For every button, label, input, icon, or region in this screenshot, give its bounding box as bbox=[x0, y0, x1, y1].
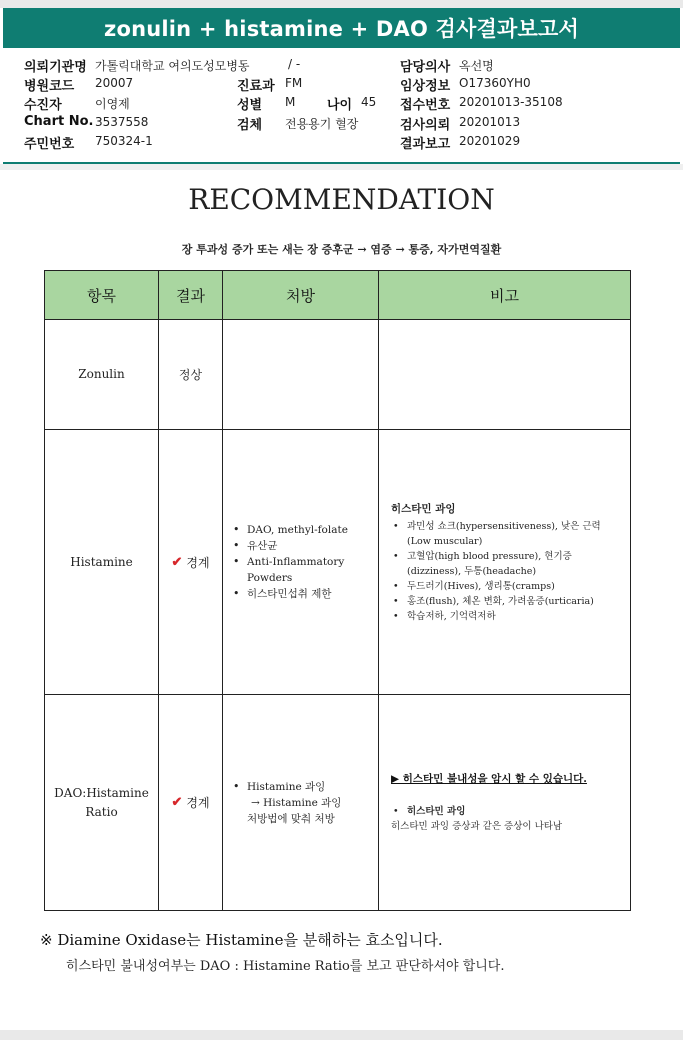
column-divider bbox=[158, 271, 159, 910]
rx-dao-line2: → Histamine 과잉 bbox=[251, 796, 342, 809]
footnote-enzyme: ※ Diamine Oxidase는 Histamine을 분해하는 효소입니다. bbox=[40, 931, 443, 949]
checkmark-icon: ✔ bbox=[171, 554, 183, 570]
table-row-histamine bbox=[45, 430, 630, 695]
prescription-list bbox=[231, 779, 341, 827]
rx-dao-line3: 처방법에 맞춰 처방 bbox=[247, 812, 335, 825]
id-number-value: 750324-1 bbox=[95, 134, 153, 148]
result-histamine bbox=[159, 430, 222, 694]
patient-info-section bbox=[0, 48, 683, 163]
dao-note-heading: • 히스타민 과잉 bbox=[407, 804, 622, 819]
age-label: 나이 bbox=[327, 98, 353, 113]
dao-note-list bbox=[391, 804, 622, 819]
recommendation-title: RECOMMENDATION bbox=[188, 183, 495, 216]
report-date-value: 20201029 bbox=[459, 134, 521, 148]
symptom-item: • 고혈압(high blood pressure), 현기증(dizziness), 두통(headache) bbox=[407, 549, 622, 579]
footnote-ratio: 히스타민 불내성여부는 DAO : Histamine Ratio를 보고 판단하셔야 합니다. bbox=[66, 959, 505, 974]
item-dao-ratio bbox=[45, 695, 158, 910]
specimen-label: 검체 bbox=[237, 118, 263, 133]
request-date-label: 검사의뢰 bbox=[400, 118, 451, 133]
intolerance-warning: ▶ 히스타민 불내성을 암시 할 수 있습니다. bbox=[391, 773, 587, 785]
item-dao-ratio-line1: DAO:Histamine bbox=[54, 785, 149, 800]
recipient-value: 이영제 bbox=[95, 97, 130, 111]
prescription-item: • 유산균 bbox=[247, 538, 376, 554]
receipt-no-label: 접수번호 bbox=[400, 98, 451, 113]
bottom-margin-strip bbox=[0, 1030, 683, 1040]
checkmark-icon: ✔ bbox=[171, 795, 183, 810]
item-histamine: Histamine bbox=[70, 554, 133, 569]
header-item: 항목 bbox=[87, 286, 116, 305]
report-title: zonulin + histamine + DAO 검사결과보고서 bbox=[104, 17, 579, 41]
report-date-label: 결과보고 bbox=[400, 137, 451, 152]
section-divider-shade bbox=[0, 164, 683, 170]
sex-label: 성별 bbox=[237, 98, 263, 113]
prescription-histamine bbox=[231, 430, 376, 694]
prescription-item: • DAO, methyl-folate bbox=[247, 522, 376, 538]
top-margin-strip bbox=[0, 0, 683, 8]
dept-label: 진료과 bbox=[237, 79, 275, 94]
symptom-item: • 두드러기(Hives), 생리통(cramps) bbox=[407, 579, 622, 594]
clinical-info-label: 임상정보 bbox=[400, 79, 451, 94]
item-zonulin: Zonulin bbox=[78, 366, 125, 381]
recipient-label: 수진자 bbox=[24, 98, 62, 113]
specimen-value: 전용용기 혈장 bbox=[285, 117, 359, 131]
receipt-no-value: 20201013-35108 bbox=[459, 95, 563, 109]
note-dao-ratio bbox=[379, 695, 630, 910]
id-number-label: 주민번호 bbox=[24, 137, 75, 152]
column-divider bbox=[222, 271, 223, 910]
result-dao-text: 경계 bbox=[186, 796, 210, 810]
table-row-dao-ratio bbox=[45, 695, 630, 910]
recommendation-table bbox=[44, 270, 631, 911]
prescription-item: • 히스타민섭취 제한 bbox=[247, 586, 376, 602]
header-note: 비고 bbox=[490, 286, 519, 305]
hospital-code-label: 병원코드 bbox=[24, 79, 75, 94]
dept-value: FM bbox=[285, 76, 303, 90]
doctor-value: 옥선명 bbox=[459, 59, 494, 73]
symptom-item: • 과민성 쇼크(hypersensitiveness), 낮은 근력(Low muscular) bbox=[407, 519, 622, 549]
ward-value: / - bbox=[288, 57, 301, 71]
result-zonulin: 정상 bbox=[178, 367, 203, 382]
dao-note-text: 히스타민 과잉 증상과 같은 증상이 나타남 bbox=[391, 821, 563, 832]
prescription-dao bbox=[231, 695, 376, 910]
header-result: 결과 bbox=[176, 286, 205, 305]
table-header-row bbox=[45, 271, 630, 320]
rx-dao-line1: Histamine 과잉 bbox=[247, 780, 326, 793]
age-value: 45 bbox=[361, 95, 377, 109]
recommendation-subtitle: 장 투과성 증가 또는 새는 장 증후군 → 염증 → 통증, 자가면역질환 bbox=[181, 243, 502, 256]
item-dao-ratio-line2: Ratio bbox=[85, 804, 118, 819]
doctor-label: 담당의사 bbox=[400, 60, 451, 75]
chart-no-label: Chart No. bbox=[24, 114, 94, 129]
note-heading: 히스타민 과잉 bbox=[391, 502, 456, 515]
request-date-value: 20201013 bbox=[459, 115, 521, 129]
prescription-item: • Anti-Inflammatory Powders bbox=[247, 554, 376, 586]
hospital-code-value: 20007 bbox=[95, 76, 134, 90]
institution-value: 가톨릭대학교 여의도성모병동 bbox=[95, 59, 250, 73]
symptom-item: • 홍조(flush), 체온 변화, 가려움증(urticaria) bbox=[407, 594, 622, 609]
prescription-list bbox=[231, 522, 376, 602]
result-histamine-text: 경계 bbox=[186, 555, 210, 570]
symptom-item: • 학습저하, 기억력저하 bbox=[407, 609, 622, 624]
institution-label: 의뢰기관명 bbox=[24, 60, 87, 75]
symptom-list bbox=[391, 519, 622, 624]
report-title-bar bbox=[3, 8, 680, 48]
chart-no-value: 3537558 bbox=[95, 115, 149, 129]
prescription-item bbox=[247, 779, 341, 827]
note-histamine bbox=[379, 430, 630, 694]
column-divider bbox=[378, 271, 379, 910]
header-prescription: 처방 bbox=[286, 286, 315, 305]
table-row-zonulin bbox=[45, 319, 630, 430]
result-dao-ratio bbox=[159, 695, 222, 910]
sex-value: M bbox=[285, 95, 296, 109]
clinical-info-value: O17360YH0 bbox=[459, 76, 531, 90]
